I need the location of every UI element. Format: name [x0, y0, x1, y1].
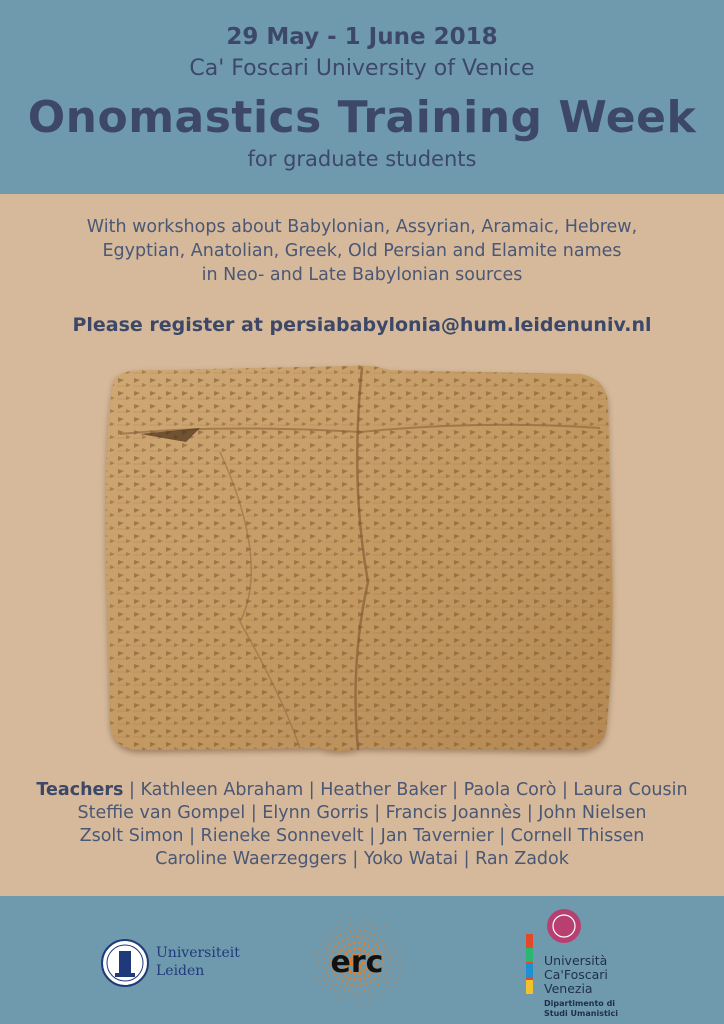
erc-dot: [342, 995, 344, 997]
erc-dot: [369, 932, 371, 934]
event-subtitle: for graduate students: [247, 147, 477, 171]
erc-dot: [342, 939, 345, 942]
erc-dot: [345, 925, 347, 927]
erc-dot: [373, 934, 375, 936]
erc-dot: [362, 997, 364, 999]
teachers-line: [0, 779, 724, 802]
erc-dot: [377, 992, 379, 994]
erc-dot: [384, 926, 385, 927]
leiden-seal-icon: [100, 936, 150, 990]
erc-dot: [364, 930, 366, 932]
erc-dot: [394, 969, 396, 971]
erc-dot: [370, 980, 373, 983]
erc-dot: [388, 953, 390, 955]
cuneiform-tablet-image: [100, 362, 620, 758]
teachers-line: Zsolt Simon | Rieneke Sonnevelt | Jan Tavernier | Cornell Thissen: [79, 826, 645, 846]
erc-dot: [391, 932, 392, 933]
erc-dot: [353, 991, 355, 993]
erc-dot: [381, 989, 383, 991]
workshops-line: With workshops about Babylonian, Assyrian, Aramaic, Hebrew,: [86, 217, 638, 237]
erc-dot: [387, 967, 389, 969]
erc-dot: [335, 936, 337, 938]
erc-dot: [338, 1000, 339, 1001]
erc-dot: [386, 948, 388, 950]
erc-dot: [321, 975, 323, 977]
erc-dot: [383, 933, 385, 935]
erc-dot: [401, 969, 402, 970]
erc-dot: [381, 940, 383, 942]
erc-dot: [343, 1002, 344, 1003]
erc-dot: [363, 1003, 364, 1004]
department-line: Studi Umanistici: [544, 1008, 619, 1018]
erc-dot: [324, 957, 326, 959]
erc-dot: [339, 934, 341, 936]
leiden-text: [156, 944, 240, 980]
teachers-names: | Kathleen Abraham | Heather Baker | Paola Corò | Laura Cousin: [123, 780, 688, 800]
erc-dot: [368, 989, 370, 991]
header-band: [0, 0, 724, 194]
erc-dot: [380, 980, 382, 982]
erc-dot: [377, 937, 379, 939]
erc-dot: [388, 982, 390, 984]
teachers-line: Caroline Waerzeggers | Yoko Watai | Ran Zadok: [155, 849, 569, 869]
erc-dot: [377, 999, 378, 1000]
department-text: [544, 999, 618, 1018]
erc-dot: [395, 954, 397, 956]
erc-dot: [360, 984, 363, 987]
erc-dot: [394, 936, 395, 937]
erc-dot: [373, 986, 375, 988]
erc-dot: [311, 957, 312, 958]
erc-dot: [354, 929, 356, 931]
erc-dot: [392, 945, 394, 947]
erc-dot: [375, 927, 377, 929]
erc-dot: [348, 990, 350, 992]
erc-dot: [314, 976, 315, 977]
erc-dot: [361, 936, 364, 939]
erc-dot: [365, 983, 368, 986]
erc-dot: [377, 984, 379, 986]
erc-dot: [331, 924, 332, 925]
erc-dot: [328, 935, 330, 937]
erc-dot: [327, 927, 328, 928]
erc-dot: [349, 930, 351, 932]
erc-dot: [333, 998, 334, 999]
erc-dot: [324, 953, 326, 955]
erc-dot: [355, 984, 358, 987]
erc-logo: [304, 914, 410, 1008]
erc-dot: [329, 995, 330, 996]
leiden-logo: [100, 936, 240, 992]
ca-foscari-name-line: Ca'Foscari: [544, 967, 608, 982]
erc-dot: [322, 988, 323, 989]
erc-dot: [312, 952, 313, 953]
erc-dot: [389, 941, 391, 943]
erc-dot: [346, 937, 349, 940]
erc-dot: [358, 1004, 359, 1005]
erc-dot: [384, 976, 386, 978]
erc-dot: [331, 980, 333, 982]
erc-dot: [367, 996, 369, 998]
teachers-label: Teachers: [36, 780, 124, 800]
erc-dot: [386, 993, 387, 994]
erc-dot: [331, 940, 333, 942]
erc-dot: [399, 945, 400, 946]
erc-dot: [339, 986, 341, 988]
erc-dot: [324, 939, 326, 941]
erc-dot: [352, 997, 354, 999]
erc-dot: [393, 986, 394, 987]
erc-dot: [311, 967, 312, 968]
erc-dot: [353, 941, 356, 944]
erc-dot: [359, 929, 361, 931]
erc-dot: [371, 939, 374, 942]
erc-dots-icon: [304, 914, 410, 1008]
erc-dot: [340, 920, 341, 921]
leiden-name-line: Universiteit: [156, 945, 240, 961]
erc-dot: [318, 966, 320, 968]
erc-dot: [355, 917, 356, 918]
erc-dot: [395, 964, 397, 966]
erc-dot: [324, 967, 326, 969]
erc-wordmark: erc: [330, 945, 384, 980]
erc-dot: [323, 980, 325, 982]
erc-dot: [326, 984, 328, 986]
erc-dot: [375, 921, 376, 922]
erc-dot: [319, 971, 321, 973]
erc-dot: [347, 996, 349, 998]
erc-dot: [335, 922, 336, 923]
ca-foscari-logo: [524, 904, 634, 1020]
erc-dot: [344, 931, 346, 933]
ca-foscari-name-line: Venezia: [544, 981, 593, 996]
erc-dot: [372, 994, 374, 996]
erc-dot: [331, 932, 333, 934]
erc-dot: [333, 990, 335, 992]
erc-dot: [360, 923, 362, 925]
erc-dot: [385, 985, 387, 987]
erc-dot: [368, 1002, 369, 1003]
erc-dot: [393, 973, 395, 975]
erc-dot: [311, 962, 312, 963]
erc-dot: [341, 980, 344, 983]
erc-dot: [343, 988, 345, 990]
erc-dot: [397, 940, 398, 941]
erc-dot: [357, 997, 359, 999]
erc-dot: [400, 973, 401, 974]
erc-dot: [366, 937, 369, 940]
erc-dot: [360, 917, 361, 918]
erc-dot: [395, 959, 397, 961]
erc-dot: [345, 919, 346, 920]
erc-dot: [351, 935, 354, 938]
erc-dot: [356, 935, 359, 938]
event-venue: Ca' Foscari University of Venice: [189, 56, 535, 81]
department-line: Dipartimento di: [544, 999, 616, 1008]
erc-dot: [329, 987, 331, 989]
erc-dot: [316, 980, 317, 981]
erc-dot: [379, 930, 381, 932]
event-title: Onomastics Training Week: [27, 92, 697, 143]
erc-dot: [326, 972, 328, 974]
erc-dot: [355, 923, 357, 925]
erc-dot: [326, 948, 328, 950]
teachers-line: Steffie van Gompel | Elynn Gorris | Francis Joannès | John Nielsen: [77, 803, 647, 823]
teachers-list: [0, 779, 724, 871]
erc-dot: [323, 931, 324, 932]
footer-band: [0, 896, 724, 1024]
erc-dot: [390, 990, 391, 991]
erc-dot: [336, 929, 338, 931]
erc-dot: [317, 957, 319, 959]
event-dates: 29 May - 1 June 2018: [226, 24, 498, 50]
erc-dot: [386, 937, 388, 939]
erc-dot: [348, 1003, 349, 1004]
erc-dot: [365, 924, 367, 926]
erc-dot: [402, 959, 403, 960]
erc-dot: [400, 949, 401, 950]
erc-dot: [387, 929, 388, 930]
erc-dot: [402, 964, 403, 965]
erc-dot: [386, 972, 388, 974]
erc-dot: [363, 990, 365, 992]
erc-dot: [373, 1001, 374, 1002]
erc-dot: [370, 919, 371, 920]
erc-dot: [388, 963, 390, 965]
registration-info: Please register at persiababylonia@hum.leidenuniv.nl: [72, 314, 652, 336]
workshops-description: [0, 215, 724, 287]
erc-dot: [315, 943, 316, 944]
erc-dot: [393, 949, 395, 951]
erc-dot: [345, 982, 348, 985]
erc-dot: [317, 939, 318, 940]
erc-dot: [318, 952, 320, 954]
erc-dot: [322, 943, 324, 945]
erc-dot: [320, 947, 322, 949]
erc-dot: [370, 925, 372, 927]
erc-dot: [401, 954, 402, 955]
erc-dot: [391, 978, 393, 980]
erc-dot: [338, 993, 340, 995]
erc-dot: [379, 923, 380, 924]
erc-dot: [335, 983, 337, 985]
erc-dot: [325, 992, 326, 993]
erc-dot: [388, 958, 390, 960]
ca-foscari-text: [544, 954, 608, 996]
workshops-line: Egyptian, Anatolian, Greek, Old Persian and Elamite names: [102, 241, 622, 261]
erc-dot: [358, 941, 361, 944]
erc-dot: [319, 984, 320, 985]
erc-dot: [382, 996, 383, 997]
erc-dot: [324, 962, 326, 964]
erc-dot: [396, 982, 397, 983]
erc-dot: [313, 947, 314, 948]
erc-dot: [353, 1003, 354, 1004]
erc-dot: [340, 926, 342, 928]
erc-dot: [317, 961, 319, 963]
erc-dot: [320, 934, 321, 935]
erc-dot: [384, 944, 386, 946]
ca-foscari-name-line: Università: [544, 953, 608, 968]
workshops-line: in Neo- and Late Babylonian sources: [201, 265, 523, 285]
erc-dot: [350, 984, 353, 987]
erc-dot: [312, 971, 313, 972]
erc-dot: [398, 978, 399, 979]
erc-dot: [350, 924, 352, 926]
erc-dot: [365, 918, 366, 919]
erc-dot: [358, 991, 360, 993]
erc-dot: [350, 918, 351, 919]
leiden-name-line: Leiden: [156, 963, 205, 979]
